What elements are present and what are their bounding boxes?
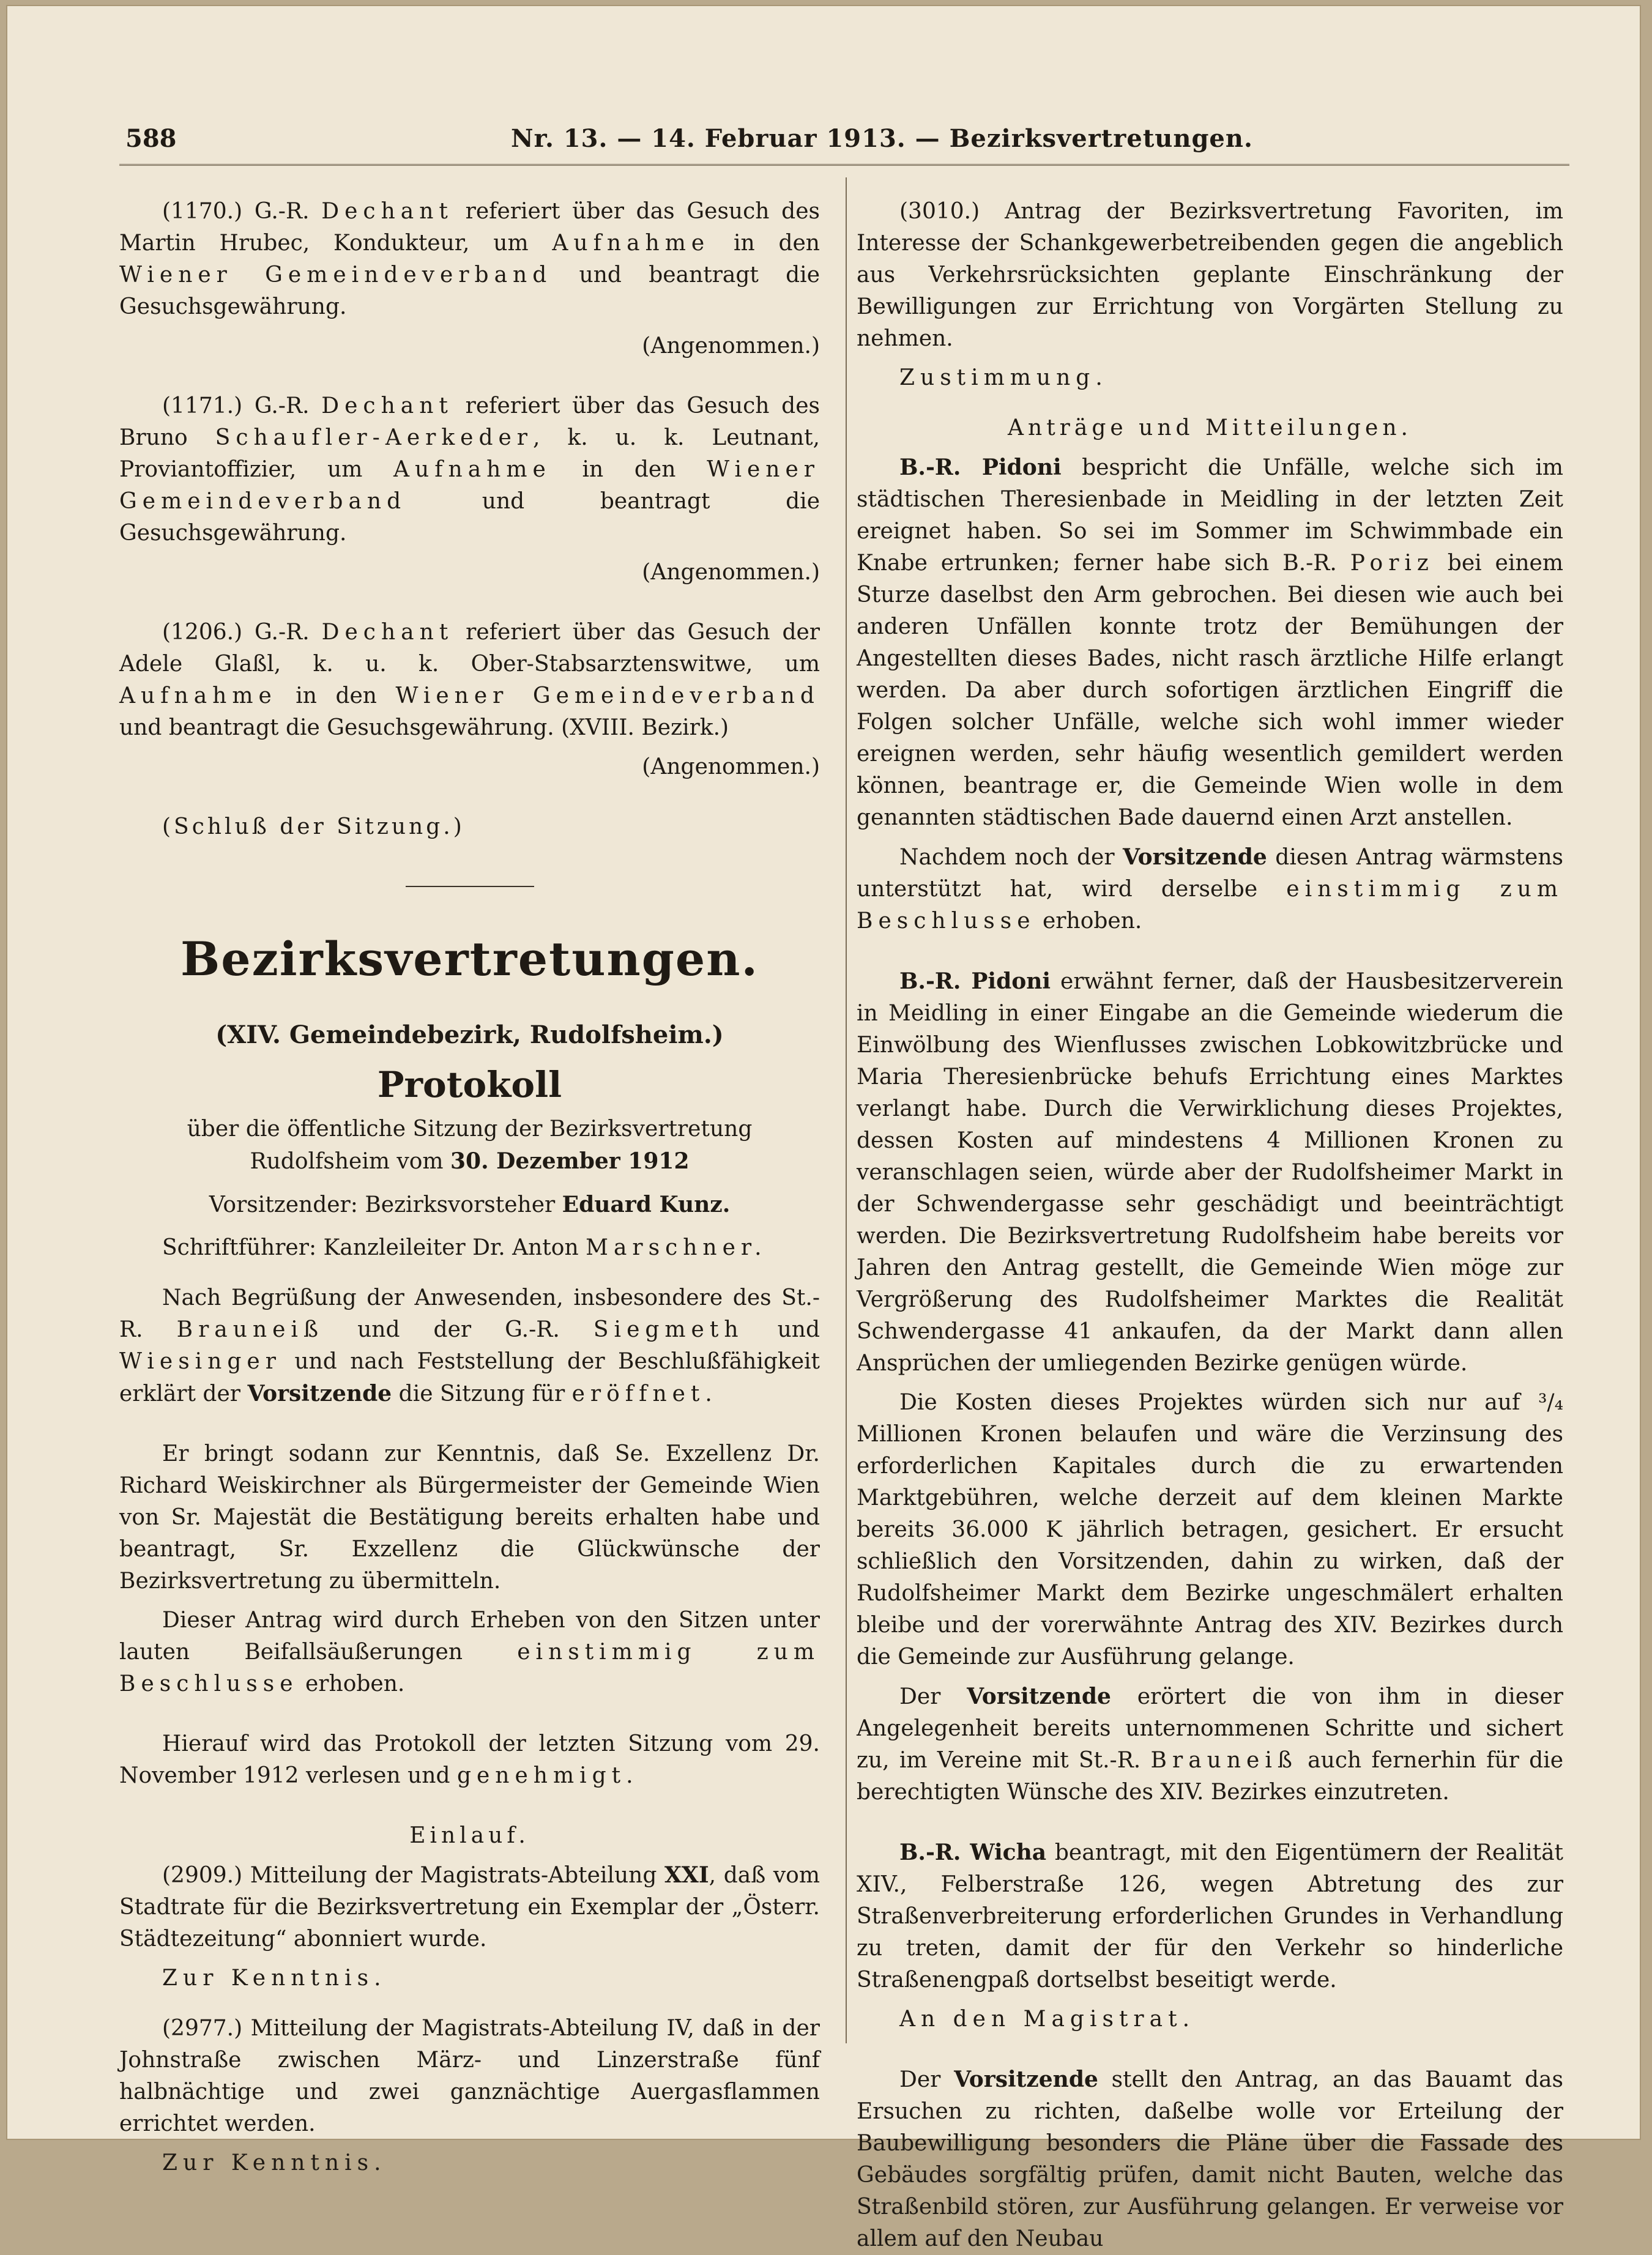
entry-3010-result: Zustimmung.	[899, 365, 1108, 390]
pidoni-market: B.-R. Pidoni erwähnt ferner, daß der Hausbesitzerverein in Meidling in einer Eingabe an die Gemeinde wiederum die Einwölbung des Wienflusses zwischen Lobkowitzbrücke und Maria Theresienbrücke behufs Errichtung eines Marktes verlangt habe. Durch die Verwirklichung dieses Projektes, dessen Kosten auf mindestens 4 Millionen Kronen zu veranschlagen seien, würde aber der Rudolfsheimer Markt in der Schwendergasse sehr geschädigt und beeinträchtigt werden. Die Bezirksvertretung Rudolfsheim habe bereits vor Jahren den Antrag gestellt, die Gemeinde Wien möge zur Vergrößerung des Rudolfsheimer Marktes die Realität Schwendergasse 41 ankaufen, da der Markt dann allen Ansprüchen der umliegenden Bezirke genügen würde.	[857, 968, 1563, 1376]
wicha-result: An den Magistrat.	[899, 2007, 1196, 2032]
mayor-greeting: Er bringt sodann zur Kenntnis, daß Se. Exzellenz Dr. Richard Weiskirchner als Bürgermeister der Gemeinde Wien von Sr. Majestät die Bestätigung bereits erhalten habe und beantragt, Sr. Exzellenz die Glückwünsche der Bezirksvertretung zu übermitteln.	[119, 1441, 820, 1594]
opening-paragraph: Nach Begrüßung der Anwesenden, insbesondere des St.-R. Brauneiß und der G.-R. Siegmeth und Wiesinger und nach Feststellung der Beschlußfähigkeit erklärt der Vorsitzende die Sitzung für eröffnet.	[119, 1285, 820, 1406]
entry-1206-result: (Angenommen.)	[642, 754, 820, 779]
entry-2909-result: Zur Kenntnis.	[162, 1966, 387, 1991]
page-header	[125, 124, 1253, 161]
entry-2977-result: Zur Kenntnis.	[162, 2150, 387, 2175]
minutes-approval: Hierauf wird das Protokoll der letzten Sitzung vom 29. November 1912 verlesen und genehmigt.	[119, 1731, 820, 1788]
secretary-line: Schriftführer: Kanzleileiter Dr. Anton Marschner.	[162, 1235, 767, 1260]
page-number: 588	[125, 124, 177, 153]
session-closing: (Schluß der Sitzung.)	[162, 814, 465, 839]
protokoll-heading: Protokoll	[377, 1064, 562, 1105]
header-rule	[119, 164, 1569, 166]
pidoni-resolution: Nachdem noch der Vorsitzende diesen Antrag wärmstens unterstützt hat, wird derselbe einstimmig zum Beschlusse erhoben.	[857, 844, 1563, 934]
chairman-line: Vorsitzender: Bezirksvorsteher Eduard Kunz.	[209, 1192, 731, 1217]
section-divider	[406, 886, 534, 887]
pidoni-accidents: B.-R. Pidoni bespricht die Unfälle, welche sich im städtischen Theresienbade in Meidling in der letzten Zeit ereignet haben. So sei im Sommer im Schwimmbade ein Knabe ertrunken; ferner habe sich B.-R. Poriz bei einem Sturze daselbst den Arm gebrochen. Bei diesen wie auch bei anderen Unfällen konnte trotz der Bemühungen der Angestellten dieses Bades, nicht rasch ärztliche Hilfe erlangt werden. Da aber durch sofortigen ärztlichen Eingriff die Folgen solcher Unfälle, welche sich wohl immer wieder ereignen werden, sehr häufig wesentlich gemildert werden können, beantrage er, die Gemeinde Wien wolle in dem genannten städtischen Bade dauernd einen Arzt anstellen.	[857, 455, 1563, 830]
chair-bauamt-motion: Der Vorsitzende stellt den Antrag, an das Bauamt das Ersuchen zu richten, daßelbe wolle vor Erteilung der Baubewilligung besonders die Pläne über die Fassade des Gebäudes sorgfältig prüfen, damit nicht Bauten, welche das Straßenbild stören, zur Ausführung gelangen. Er verweise vor allem auf den Neubau	[857, 2067, 1563, 2251]
antraege-heading: Anträge und Mitteilungen.	[1008, 415, 1412, 440]
entry-1171-result: (Angenommen.)	[642, 560, 820, 585]
running-head: Nr. 13. — 14. Februar 1913. — Bezirksvertretungen.	[511, 124, 1253, 153]
chair-response: Der Vorsitzende erörtert die von ihm in dieser Angelegenheit bereits unternommenen Schritte und sichert zu, im Vereine mit St.-R. Brauneiß auch fernerhin für die berechtigten Wünsche des XIV. Bezirkes einzutreten.	[857, 1684, 1563, 1805]
session-description: über die öffentliche Sitzung der Bezirksvertretung Rudolfsheim vom 30. Dezember 1912	[187, 1116, 753, 1174]
entry-2977: (2977.) Mitteilung der Magistrats-Abteilung IV, daß in der Johnstraße zwischen März- und Linzerstraße fünf halbnächtige und zwei ganznächtige Auergasflammen errichtet werden.	[119, 2016, 820, 2136]
entry-1170: (1170.) G.-R. Dechant referiert über das Gesuch des Martin Hrubec, Kondukteur, um Aufnahme in den Wiener Gemeindeverband und beantragt die Gesuchsgewährung.	[119, 199, 820, 319]
entry-1171: (1171.) G.-R. Dechant referiert über das Gesuch des Bruno Schaufler-Aerkeder, k. u. k. Leutnant, Proviantoffizier, um Aufnahme in den Wiener Gemeindeverband und beantragt die Gesuchsgewährung.	[119, 393, 820, 546]
left-column	[119, 196, 820, 2179]
greeting-resolution: Dieser Antrag wird durch Erheben von den Sitzen unter lauten Beifallsäußerungen einstimmig zum Beschlusse erhoben.	[119, 1608, 820, 1696]
entry-3010: (3010.) Antrag der Bezirksvertretung Favoriten, im Interesse der Schankgewerbetreibenden gegen die angeblich aus Verkehrsrücksichten geplante Einschränkung der Bewilligungen zur Errichtung von Vorgärten Stellung zu nehmen.	[857, 199, 1563, 351]
district-heading: (XIV. Gemeindebezirk, Rudolfsheim.)	[215, 1020, 724, 1049]
section-title: Bezirksvertretungen.	[180, 932, 759, 986]
entry-2909: (2909.) Mitteilung der Magistrats-Abteilung XXI, daß vom Stadtrate für die Bezirksvertretung ein Exemplar der „Österr. Städtezeitung“ abonniert wurde.	[119, 1862, 820, 1952]
entry-1170-result: (Angenommen.)	[642, 333, 820, 358]
market-costs: Die Kosten dieses Projektes würden sich nur auf ³/₄ Millionen Kronen belaufen und wäre die Verzinsung des erforderlichen Kapitales durch die zu erwartenden Marktgebühren, welche derzeit auf dem kleinen Markte bereits 36.000 K jährlich betragen, gesichert. Er ersucht schließlich den Vorsitzenden, dahin zu wirken, daß der Rudolfsheimer Markt dem Bezirke ungeschmälert erhalten bleibe und der vorerwähnte Antrag des XIV. Bezirkes durch die Gemeinde zur Ausführung gelange.	[857, 1390, 1563, 1670]
column-divider	[846, 177, 847, 2043]
einlauf-heading: Einlauf.	[409, 1823, 530, 1848]
entry-1206: (1206.) G.-R. Dechant referiert über das Gesuch der Adele Glaßl, k. u. k. Ober-Stabsarztenswitwe, um Aufnahme in den Wiener Gemeindeverband und beantragt die Gesuchsgewährung. (XVIII. Bezirk.)	[119, 620, 820, 740]
right-column	[857, 196, 1563, 2255]
wicha-motion: B.-R. Wicha beantragt, mit den Eigentümern der Realität XIV., Felberstraße 126, wegen Abtretung des zur Straßenverbreiterung erforderlichen Grundes in Verhandlung zu treten, damit der für den Verkehr so hinderliche Straßenengpaß dortselbst beseitigt werde.	[857, 1840, 1564, 1993]
